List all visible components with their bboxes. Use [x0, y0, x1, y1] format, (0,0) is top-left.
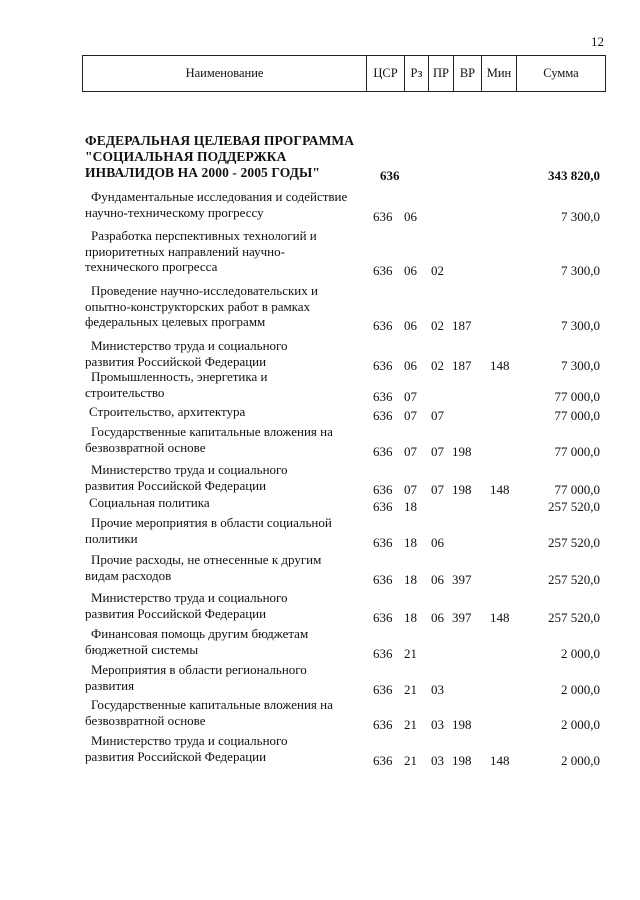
cell-min: 148: [490, 609, 510, 625]
cell-csr: 636: [373, 609, 393, 625]
cell-pr: 03: [431, 716, 444, 732]
row-name-line: ИНВАЛИДОВ НА 2000 - 2005 ГОДЫ": [85, 165, 320, 180]
row-name: [85, 733, 370, 764]
row-name-line: видам расходов: [85, 567, 172, 583]
row-name: [85, 515, 370, 546]
cell-rz: 18: [404, 571, 417, 587]
header-sum: Сумма: [543, 66, 579, 80]
cell-pr: 07: [431, 443, 444, 459]
header-rz: Рз: [405, 56, 429, 91]
cell-pr: 07: [431, 408, 444, 423]
header-name: Наименование: [83, 56, 367, 91]
row-name: [85, 133, 370, 181]
cell-pr: 06: [431, 571, 444, 587]
row-name: [85, 228, 370, 275]
row-name: [85, 189, 370, 220]
table-header: [82, 55, 606, 92]
row-name-line: Разработка перспективных технологий и: [91, 228, 317, 243]
cell-pr: 02: [431, 318, 444, 333]
cell-sum: 7 300,0: [561, 263, 600, 278]
cell-sum: 7 300,0: [561, 357, 600, 373]
row-name-line: Мероприятия в области регионального: [91, 662, 307, 677]
row-name-line: развития Российской Федерации: [85, 477, 267, 493]
cell-sum: 343 820,0: [548, 168, 600, 183]
cell-sum: 77 000,0: [554, 481, 600, 497]
row-name-line: Министерство труда и социального: [91, 338, 288, 353]
cell-vr: 397: [452, 571, 472, 587]
row-name-line: Промышленность, энергетика и: [91, 369, 268, 384]
cell-csr: 636: [373, 499, 393, 514]
cell-csr: 636: [373, 357, 393, 373]
cell-rz: 07: [404, 481, 417, 497]
row-name-line: Государственные капитальные вложения на: [91, 424, 333, 439]
cell-rz: 07: [404, 408, 417, 423]
cell-sum: 257 520,0: [548, 571, 600, 587]
cell-pr: 03: [431, 752, 444, 768]
cell-min: 148: [490, 357, 510, 373]
cell-csr: 636: [373, 716, 393, 732]
cell-sum: 257 520,0: [548, 499, 600, 514]
row-name-line: развития Российской Федерации: [85, 605, 267, 621]
cell-rz: 18: [404, 534, 417, 550]
cell-sum: 2 000,0: [561, 716, 600, 732]
cell-csr: 636: [373, 752, 393, 768]
page-number: 12: [591, 34, 604, 49]
cell-rz: 18: [404, 609, 417, 625]
cell-vr: 198: [452, 481, 472, 497]
row-name-line: технического прогресса: [85, 259, 218, 274]
cell-csr: 636: [373, 408, 393, 423]
cell-sum: 7 300,0: [561, 318, 600, 333]
cell-vr: 198: [452, 443, 472, 459]
row-name-line: федеральных целевых программ: [85, 314, 266, 329]
row-name-line: Прочие мероприятия в области социальной: [91, 515, 332, 530]
cell-sum: 77 000,0: [554, 408, 600, 423]
row-name: [85, 424, 370, 455]
cell-rz: 06: [404, 208, 417, 224]
row-name-line: бюджетной системы: [85, 641, 199, 657]
row-name-line: опытно-конструкторских работ в рамках: [85, 298, 311, 314]
row-name: [85, 697, 370, 728]
header-min: Мин: [482, 56, 517, 91]
cell-rz: 06: [404, 318, 417, 333]
row-name-line: Министерство труда и социального: [91, 733, 288, 748]
cell-rz: 06: [404, 357, 417, 373]
header-vr: ВР: [454, 56, 482, 91]
row-name: [85, 590, 370, 621]
row-name-line: развития: [85, 677, 135, 693]
cell-csr: 636: [373, 645, 393, 661]
cell-pr: 06: [431, 609, 444, 625]
row-name-line: научно-техническому прогрессу: [85, 204, 264, 220]
cell-vr: 187: [452, 318, 472, 333]
header-pr: ПР: [429, 56, 454, 91]
row-name-line: политики: [85, 530, 138, 546]
cell-rz: 21: [404, 716, 417, 732]
row-name: [85, 404, 370, 420]
row-name-line: Финансовая помощь другим бюджетам: [91, 626, 309, 641]
row-name-line: Прочие расходы, не отнесенные к другим: [91, 552, 322, 567]
cell-rz: 21: [404, 645, 417, 661]
row-name-line: Государственные капитальные вложения на: [91, 697, 333, 712]
cell-min: 148: [490, 481, 510, 497]
cell-rz: 18: [404, 499, 417, 514]
row-name-line: развития Российской Федерации: [85, 353, 267, 369]
cell-rz: 07: [404, 443, 417, 459]
cell-sum: 257 520,0: [548, 534, 600, 550]
cell-sum: 2 000,0: [561, 752, 600, 768]
cell-sum: 77 000,0: [554, 388, 600, 404]
cell-vr: 198: [452, 716, 472, 732]
cell-pr: 02: [431, 263, 444, 278]
row-name-line: ФЕДЕРАЛЬНАЯ ЦЕЛЕВАЯ ПРОГРАММА: [85, 133, 355, 148]
row-name-line: развития Российской Федерации: [85, 748, 267, 764]
cell-pr: 02: [431, 357, 444, 373]
row-name: [85, 338, 370, 369]
cell-csr: 636: [373, 388, 393, 404]
row-name-line: Министерство труда и социального: [91, 590, 288, 605]
cell-sum: 7 300,0: [561, 208, 600, 224]
row-name: [85, 662, 370, 693]
row-name-line: Проведение научно-исследовательских и: [91, 283, 318, 298]
cell-sum: 257 520,0: [548, 609, 600, 625]
header-csr: ЦСР: [367, 56, 405, 91]
cell-csr: 636: [373, 318, 393, 333]
row-name: [85, 495, 370, 511]
cell-csr: 636: [373, 571, 393, 587]
cell-vr: 187: [452, 357, 472, 373]
cell-sum: 77 000,0: [554, 443, 600, 459]
cell-rz: 07: [404, 388, 417, 404]
row-name-line: приоритетных направлений научно-: [85, 243, 285, 259]
row-name: [85, 552, 370, 583]
cell-sum: 2 000,0: [561, 645, 600, 661]
cell-rz: 06: [404, 263, 417, 278]
cell-vr: 397: [452, 609, 472, 625]
row-name: [85, 369, 370, 400]
row-name: [85, 462, 370, 493]
row-name-line: Строительство, архитектура: [89, 404, 246, 419]
cell-csr: 636: [380, 168, 400, 183]
cell-pr: 07: [431, 481, 444, 497]
row-name-line: "СОЦИАЛЬНАЯ ПОДДЕРЖКА: [85, 149, 287, 164]
row-name-line: Фундаментальные исследования и содействие: [91, 189, 348, 204]
cell-vr: 198: [452, 752, 472, 768]
cell-min: 148: [490, 752, 510, 768]
cell-csr: 636: [373, 481, 393, 497]
row-name: [85, 626, 370, 657]
row-name-line: Социальная политика: [89, 495, 210, 510]
cell-rz: 21: [404, 681, 417, 697]
row-name-line: Министерство труда и социального: [91, 462, 288, 477]
cell-rz: 21: [404, 752, 417, 768]
cell-sum: 2 000,0: [561, 681, 600, 697]
cell-csr: 636: [373, 443, 393, 459]
cell-pr: 03: [431, 681, 444, 697]
row-name-line: строительство: [85, 384, 165, 400]
row-name-line: безвозвратной основе: [85, 439, 206, 455]
row-name: [85, 283, 370, 330]
cell-pr: 06: [431, 534, 444, 550]
cell-csr: 636: [373, 208, 393, 224]
cell-csr: 636: [373, 681, 393, 697]
cell-csr: 636: [373, 263, 393, 278]
cell-csr: 636: [373, 534, 393, 550]
row-name-line: безвозвратной основе: [85, 712, 206, 728]
